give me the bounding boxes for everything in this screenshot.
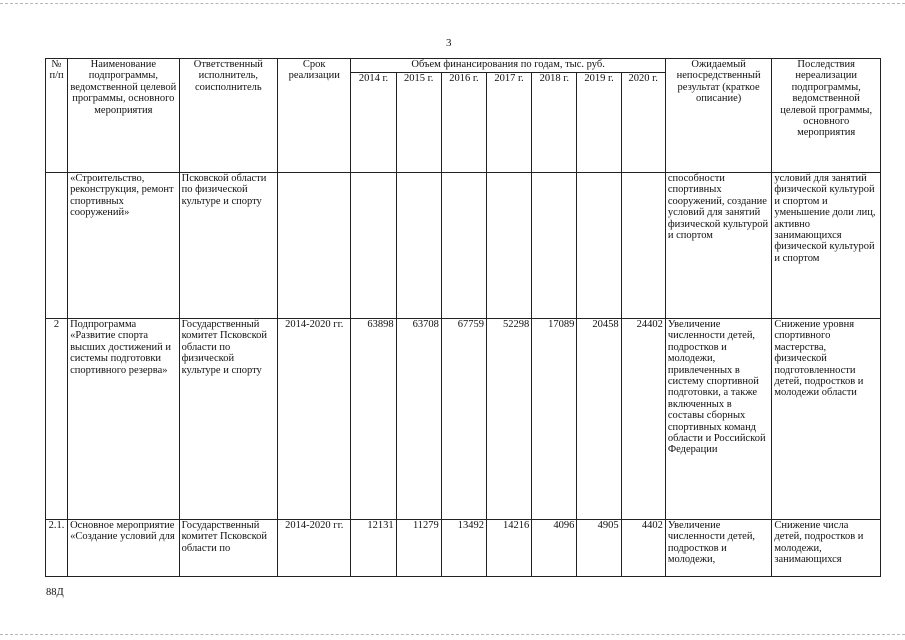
- row-name: Основное мероприятие «Создание условий для: [68, 520, 180, 577]
- row-executor: Государственный комитет Псковской области по физической культуре и спорту: [179, 319, 277, 520]
- row-result: Увеличение численности детей, подростков и молодежи, привлеченных в систему спортивной подготовки, а также включенных в составы сборных спортивных команд области и Российской Федерации: [665, 319, 772, 520]
- row-name: Подпрограмма «Развитие спорта высших достижений и системы подготовки спортивного резерва»: [68, 319, 180, 520]
- row-term: 2014-2020 гг.: [278, 520, 351, 577]
- row-value: [532, 173, 577, 319]
- page-number: 3: [446, 37, 452, 49]
- header-row: [46, 59, 881, 73]
- header-num: № п/п: [46, 59, 68, 173]
- header-consequence: Последствия нереализации подпрограммы, ведомственной целевой программы, основного мероприятия: [772, 59, 881, 173]
- header-year: 2018 г.: [532, 73, 577, 173]
- row-value: 4402: [621, 520, 665, 577]
- row-value: 14216: [487, 520, 532, 577]
- row-value: [441, 173, 486, 319]
- row-num: [46, 173, 68, 319]
- row-value: 11279: [396, 520, 441, 577]
- scan-top-edge: [0, 3, 905, 4]
- row-consequence: условий для занятий физической культурой и спортом и уменьшение доли лиц, активно занимающихся физической культурой и спортом: [772, 173, 881, 319]
- row-value: 63708: [396, 319, 441, 520]
- row-term: [278, 173, 351, 319]
- row-executor: Псковской области по физической культуре и спорту: [179, 173, 277, 319]
- row-consequence: Снижение числа детей, подростков и молодежи, занимающихся: [772, 520, 881, 577]
- row-value: 4096: [532, 520, 577, 577]
- header-executor: Ответственный исполнитель, соисполнитель: [179, 59, 277, 173]
- row-num: 2: [46, 319, 68, 520]
- footer-code: 88Д: [46, 587, 64, 598]
- header-funding: Объем финансирования по годам, тыс. руб.: [351, 59, 665, 73]
- header-year: 2017 г.: [487, 73, 532, 173]
- row-value: 63898: [351, 319, 396, 520]
- row-value: 52298: [487, 319, 532, 520]
- row-value: 12131: [351, 520, 396, 577]
- row-value: [487, 173, 532, 319]
- header-year: 2014 г.: [351, 73, 396, 173]
- row-value: [351, 173, 396, 319]
- header-term: Срок реализации: [278, 59, 351, 173]
- row-value: 67759: [441, 319, 486, 520]
- header-result: Ожидаемый непосредственный результат (краткое описание): [665, 59, 772, 173]
- header-year: 2019 г.: [577, 73, 621, 173]
- row-value: 4905: [577, 520, 621, 577]
- header-year: 2015 г.: [396, 73, 441, 173]
- table-row: [46, 173, 881, 319]
- row-consequence: Снижение уровня спортивного мастерства, физической подготовленности детей, подростков и молодежи области: [772, 319, 881, 520]
- header-year: 2020 г.: [621, 73, 665, 173]
- row-result: Увеличение численности детей, подростков и молодежи,: [665, 520, 772, 577]
- row-term: 2014-2020 гг.: [278, 319, 351, 520]
- scan-bottom-edge: [0, 634, 905, 635]
- row-value: [396, 173, 441, 319]
- funding-table: [45, 58, 881, 577]
- row-value: 13492: [441, 520, 486, 577]
- row-value: 20458: [577, 319, 621, 520]
- row-value: [621, 173, 665, 319]
- table-row: [46, 520, 881, 577]
- row-executor: Государственный комитет Псковской области по: [179, 520, 277, 577]
- header-year: 2016 г.: [441, 73, 486, 173]
- row-result: способности спортивных сооружений, создание условий для занятий физической культурой и спортом: [665, 173, 772, 319]
- row-value: 17089: [532, 319, 577, 520]
- row-value: [577, 173, 621, 319]
- row-num: 2.1.: [46, 520, 68, 577]
- header-name: Наименование подпрограммы, ведомственной целевой программы, основного мероприятия: [68, 59, 180, 173]
- row-value: 24402: [621, 319, 665, 520]
- table-row: [46, 319, 881, 520]
- row-name: «Строительство, реконструкция, ремонт спортивных сооружений»: [68, 173, 180, 319]
